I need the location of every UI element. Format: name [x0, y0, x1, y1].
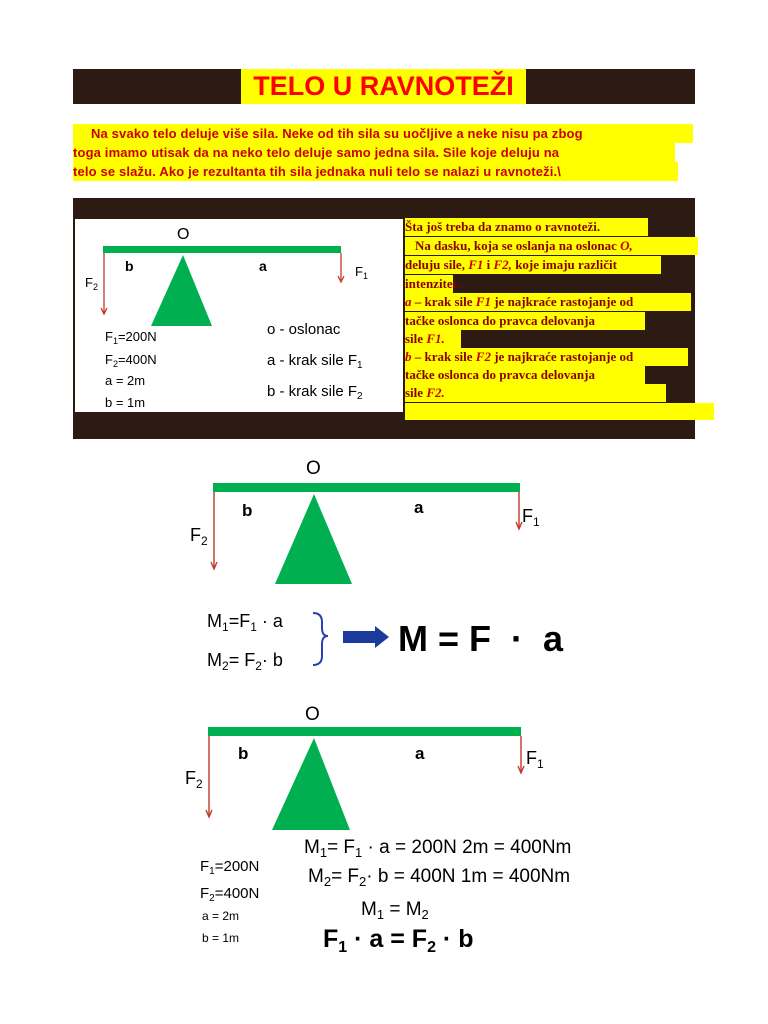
- value-a: a = 2m: [105, 373, 146, 388]
- value-f1: $F_1=200N$: [200, 858, 260, 877]
- mid-lever-svg: [180, 450, 600, 680]
- bottom-lever-svg: [180, 700, 620, 960]
- label-f1: $F_1$: [522, 506, 540, 529]
- mid-diagram: [180, 450, 600, 680]
- beam: [213, 483, 520, 492]
- legend-a: a - krak sile $F_1$: [267, 352, 363, 371]
- side-line-8: b – krak sile F2 je najkraće rastojanje od: [405, 348, 688, 366]
- label-f1: $F_1$: [526, 748, 544, 771]
- side-line-5: a – krak sile F1 je najkraće rastojanje od: [405, 293, 691, 311]
- value-a: a = 2m: [202, 909, 240, 923]
- fulcrum-triangle: [272, 738, 350, 830]
- intro-line-2: toga imamo utisak da na neko telo deluje samo jedna sila. Sile koje deluju na: [73, 143, 675, 162]
- value-f2: $F_2=400N$: [105, 352, 157, 369]
- label-o: O: [305, 704, 320, 725]
- small-diagram: [75, 219, 403, 412]
- side-line-10: sile F2.: [405, 384, 666, 402]
- side-line-4: intenzitet.: [405, 276, 461, 291]
- side-highlight-strip: [405, 403, 714, 420]
- equation-equality: $M_1 = M_2$: [361, 899, 429, 922]
- intro-line-3: telo se slažu. Ako je rezultanta tih sila jednaka nuli telo se nalazi u ravnoteži.\: [73, 162, 678, 181]
- page-title: TELO U RAVNOTEŽI: [241, 69, 526, 104]
- value-f2: $F_2=400N$: [200, 885, 260, 904]
- side-line-6: tačke oslonca do pravca delovanja: [405, 312, 645, 330]
- moment-m1: $M_1=F_1 \cdot a$: [207, 611, 283, 634]
- side-line-9: tačke oslonca do pravca delovanja: [405, 366, 645, 384]
- intro-line-1: Na svako telo deluje više sila. Neke od tih sila su uočljive a neke nisu pa zbog: [73, 124, 693, 143]
- side-heading: Šta još treba da znamo o ravnoteži.: [405, 218, 648, 236]
- fulcrum-triangle: [275, 494, 352, 584]
- beam: [208, 727, 521, 736]
- label-a: a: [259, 258, 267, 274]
- label-f1: $F_1$: [355, 264, 368, 281]
- side-line-7: sile F1.: [405, 330, 461, 348]
- label-f2: $F_2$: [190, 525, 208, 548]
- label-b: b: [125, 258, 134, 274]
- blue-arrow: [343, 626, 389, 648]
- small-lever-svg: [75, 219, 403, 412]
- value-f1: $F_1=200N$: [105, 329, 157, 346]
- moment-formula: M = F · a: [398, 618, 564, 659]
- legend-o: o - oslonac: [267, 321, 341, 338]
- value-b: b = 1m: [202, 931, 240, 945]
- label-b: b: [238, 744, 249, 763]
- label-a: a: [415, 744, 425, 763]
- label-f2: $F_2$: [85, 275, 98, 292]
- legend-b: b - krak sile $F_2$: [267, 383, 363, 402]
- equation-m2: $M_2= F_2\cdot b = 400N$ 1m = 400Nm: [308, 866, 571, 889]
- label-a: a: [414, 498, 424, 517]
- moment-m2: $M_2= F_2\cdot b$: [207, 650, 283, 673]
- label-o: O: [306, 458, 321, 479]
- label-f2: $F_2$: [185, 768, 203, 791]
- bottom-diagram: [180, 700, 620, 960]
- value-b: b = 1m: [105, 395, 146, 410]
- fulcrum-triangle: [151, 255, 212, 326]
- equation-m1: $M_1= F_1 \cdot a = 200N$ 2m = 400Nm: [304, 837, 572, 860]
- side-line-3: deluju sile, F1 i F2, koje imaju različit: [405, 256, 661, 274]
- label-b: b: [242, 501, 253, 520]
- side-line-2: Na dasku, koja se oslanja na oslonac O,: [405, 237, 698, 255]
- label-o: O: [177, 226, 190, 243]
- beam: [103, 246, 341, 253]
- brace: [313, 613, 328, 665]
- equation-forces: $F_1 \cdot a = F_2 \cdot b$: [323, 925, 474, 956]
